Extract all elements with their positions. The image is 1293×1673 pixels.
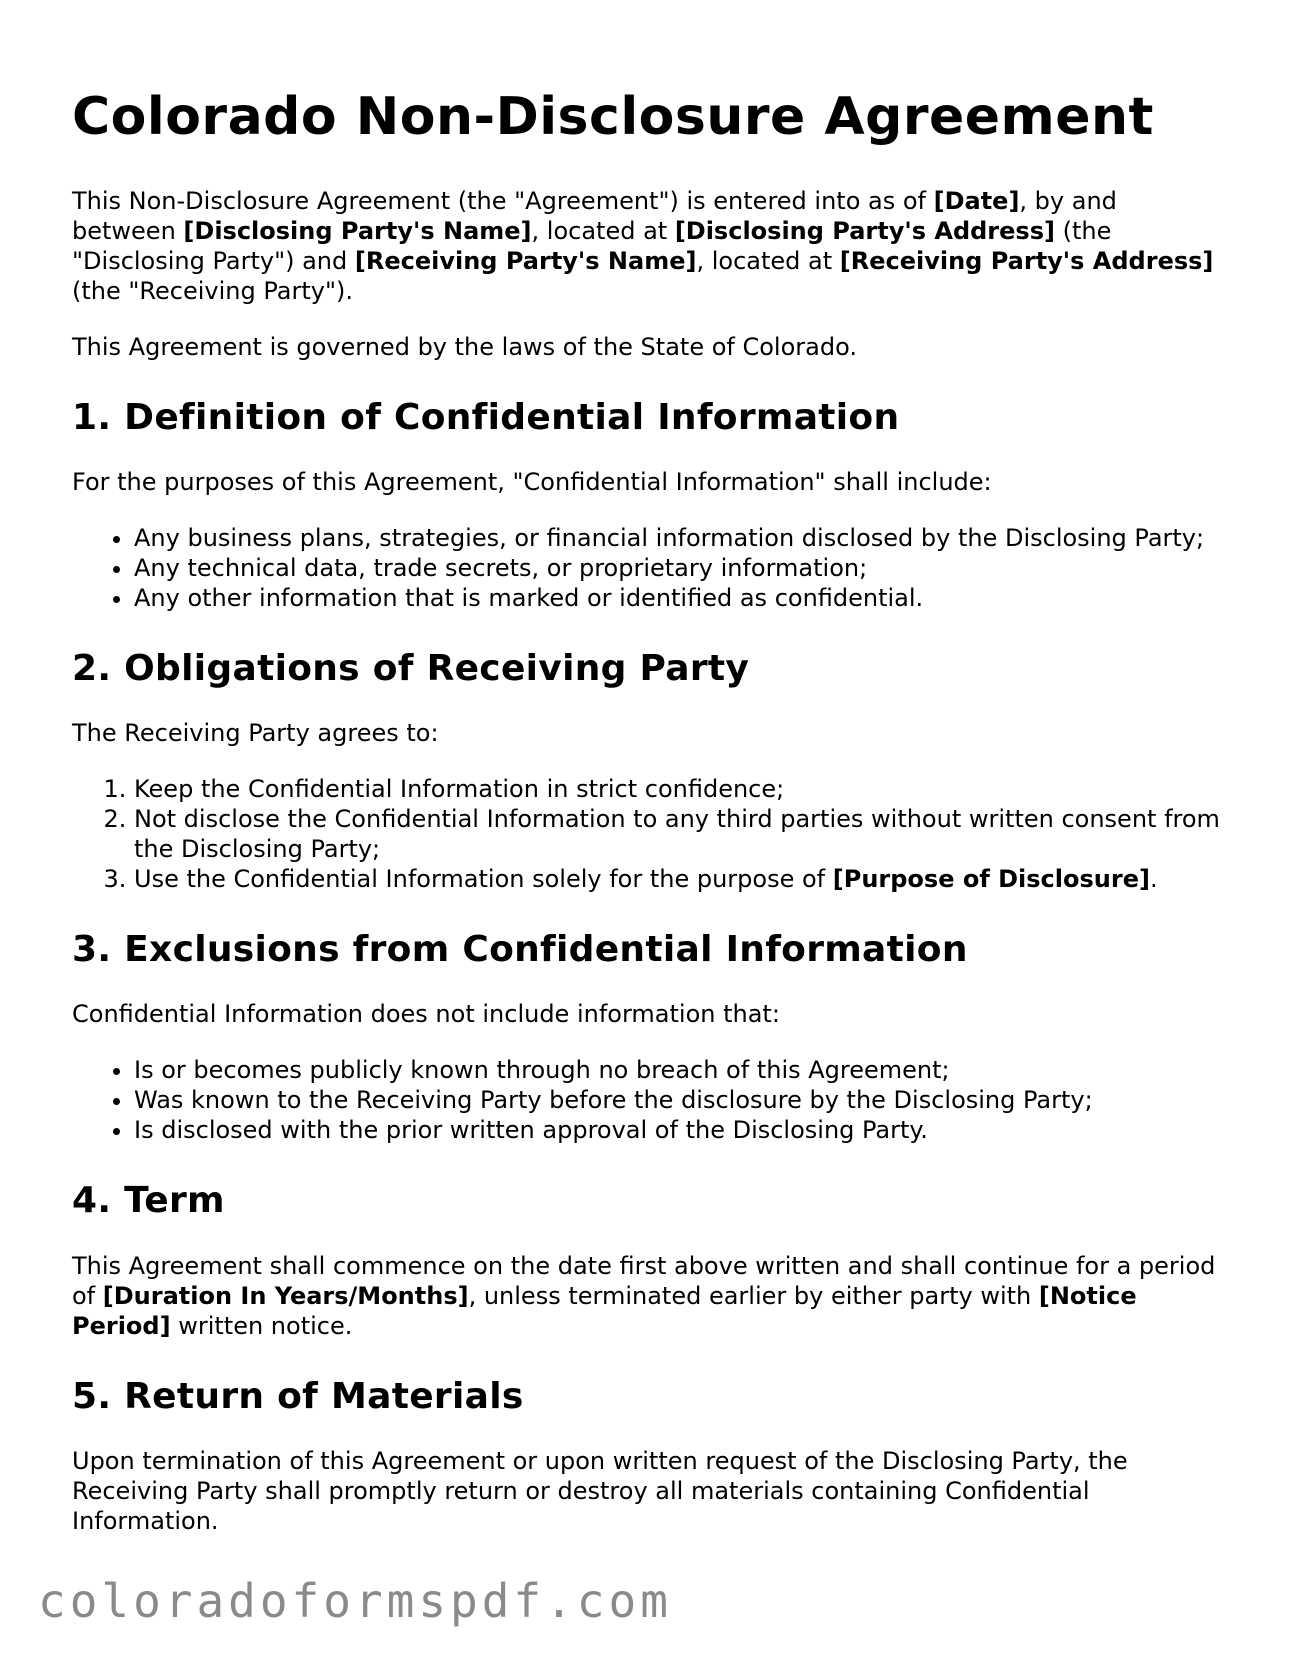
section-3-lead: Confidential Information does not include information that: <box>72 1000 780 1029</box>
section-1-heading: 1. Definition of Confidential Information <box>72 396 900 438</box>
intro-text: (the "Receiving Party"). <box>72 276 353 305</box>
document <box>72 88 1222 1562</box>
section-5-paragraph: Upon termination of this Agreement or upon written request of the Disclosing Party, the Receiving Party shall promptly return or destroy all materials containing Confidential Information. <box>72 1446 1128 1535</box>
section-2-heading: 2. Obligations of Receiving Party <box>72 647 750 689</box>
list-item: • Any other information that is marked or identified as confidential. <box>134 583 1222 613</box>
disclosing-name-placeholder: [Disclosing Party's Name] <box>183 216 532 245</box>
list-item <box>134 864 1222 894</box>
intro-text: This Non-Disclosure Agreement (the "Agreement") is entered into as of <box>72 186 934 215</box>
page-title: Colorado Non-Disclosure Agreement <box>72 87 1154 147</box>
intro-text: , by and between <box>72 186 1117 245</box>
section-4-paragraph <box>72 1251 1222 1341</box>
list-item: 1. Keep the Confidential Information in strict confidence; <box>134 774 1222 804</box>
section-4-heading: 4. Term <box>72 1180 225 1222</box>
section-3-heading: 3. Exclusions from Confidential Information <box>72 929 968 971</box>
list-item: • Was known to the Receiving Party before the disclosure by the Disclosing Party; <box>134 1085 1222 1115</box>
intro-text: , located at <box>696 246 840 275</box>
receiving-address-placeholder: [Receiving Party's Address] <box>839 246 1214 275</box>
list-item-text: . <box>1149 865 1158 894</box>
section-3-list <box>72 1055 1222 1145</box>
notice-period-placeholder: [Notice Period] <box>72 1281 1137 1340</box>
purpose-placeholder: [Purpose of Disclosure] <box>832 865 1150 894</box>
section-1-list <box>72 523 1222 613</box>
site-watermark: coloradoformspdf.com <box>38 1574 672 1628</box>
section-2-list <box>72 774 1222 894</box>
list-item: • Is disclosed with the prior written approval of the Disclosing Party. <box>134 1115 1222 1145</box>
date-placeholder: [Date] <box>933 186 1020 215</box>
intro-text: (the "Disclosing Party") and <box>72 216 1112 275</box>
intro-paragraph <box>72 186 1222 306</box>
section-5-heading: 5. Return of Materials <box>72 1375 524 1417</box>
disclosing-address-placeholder: [Disclosing Party's Address] <box>674 216 1055 245</box>
duration-placeholder: [Duration In Years/Months] <box>102 1281 469 1310</box>
term-text: This Agreement shall commence on the date first above written and shall continue for a period of <box>72 1251 1216 1310</box>
governing-law-paragraph: This Agreement is governed by the laws of the State of Colorado. <box>72 332 857 361</box>
term-text: written notice. <box>170 1311 353 1340</box>
receiving-name-placeholder: [Receiving Party's Name] <box>354 246 697 275</box>
list-item: • Any business plans, strategies, or financial information disclosed by the Disclosing Party; <box>134 523 1222 553</box>
section-2-lead: The Receiving Party agrees to: <box>72 719 439 748</box>
intro-text: , located at <box>531 216 675 245</box>
list-item: 2. Not disclose the Confidential Information to any third parties without written consent from the Disclosing Party; <box>134 804 1222 864</box>
term-text: , unless terminated earlier by either party with <box>468 1281 1039 1310</box>
section-1-lead: For the purposes of this Agreement, "Confidential Information" shall include: <box>72 467 992 496</box>
list-item-text: Use the Confidential Information solely for the purpose of <box>134 865 833 894</box>
list-item: • Any technical data, trade secrets, or proprietary information; <box>134 553 1222 583</box>
list-item: • Is or becomes publicly known through no breach of this Agreement; <box>134 1055 1222 1085</box>
